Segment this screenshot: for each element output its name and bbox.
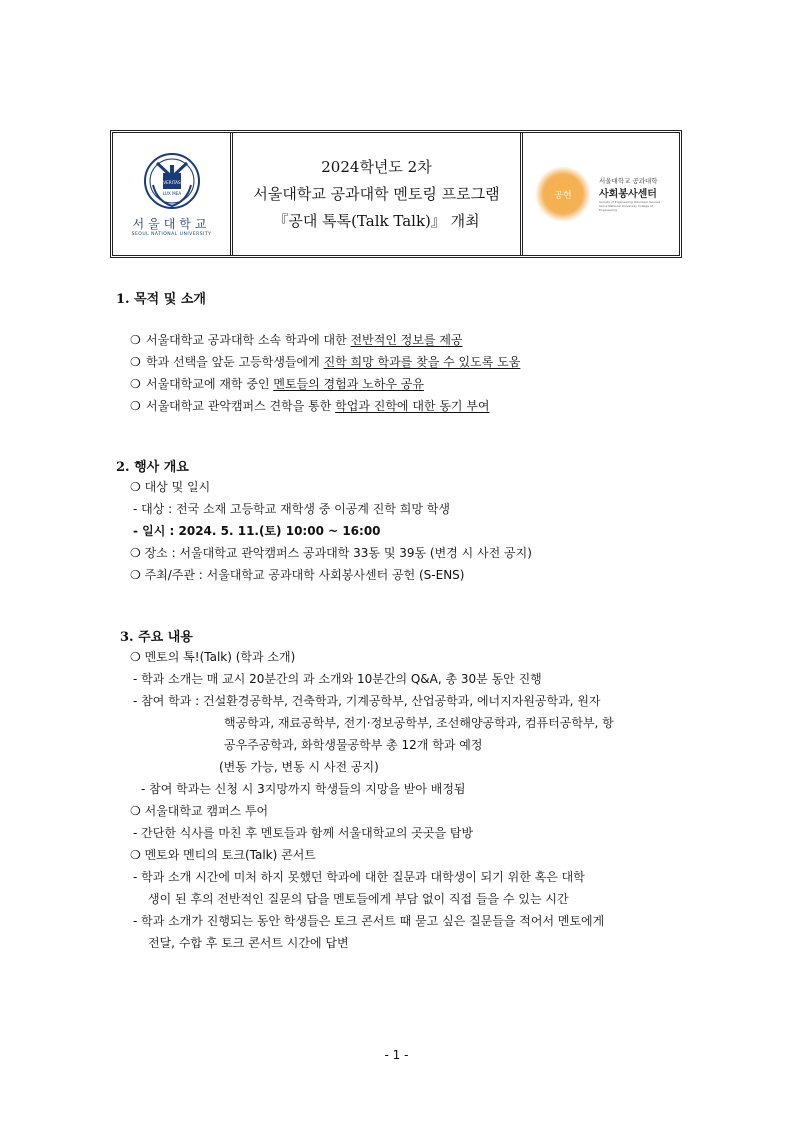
university-name-ko: 서울대학교 (132, 217, 211, 231)
section-1-heading: 1. 목적 및 소개 (116, 292, 206, 307)
service-center-en: Society of Engineering Volunteer Service Seoul National University College of Engineering (599, 200, 661, 212)
snu-logo-cell (113, 133, 233, 255)
service-center-text (599, 176, 669, 212)
content-line: - 참여 학과 : 건설환경공학부, 건축학과, 기계공학부, 산업공학과, 에너지자원공학과, 원자 (133, 694, 601, 708)
content-line: 핵공학과, 재료공학부, 전기·정보공학부, 조선해양공학과, 컴퓨터공학부, 항 (224, 716, 614, 730)
title-line-1: 2024학년도 2차 (321, 157, 432, 176)
title-line-2: 서울대학교 공과대학 멘토링 프로그램 (253, 184, 500, 203)
university-name-en: SEOUL NATIONAL UNIVERSITY (131, 232, 212, 237)
item-text: 학과 선택을 앞둔 고등학생들에게 (146, 355, 324, 369)
section-1-item (130, 375, 424, 392)
svg-text:공헌: 공헌 (554, 191, 572, 201)
circle-bullet-icon: ❍ (130, 333, 141, 347)
content-line: - 간단한 식사를 마친 후 멘토들과 함께 서울대학교의 곳곳을 탐방 (133, 826, 474, 840)
content-talk-concert: ❍ 멘토와 멘티의 토크(Talk) 콘서트 (130, 848, 316, 862)
section-2-heading: 2. 행사 개요 (116, 460, 189, 475)
title-line-3: 『공대 톡톡(Talk Talk)』 개최 (273, 211, 480, 230)
content-line: 전달, 수합 후 토크 콘서트 시간에 답변 (148, 936, 349, 950)
item-text: 서울대학교 관악캠퍼스 견학을 통한 (146, 399, 336, 413)
content-mentor-talk: ❍ 멘토의 톡!(Talk) (학과 소개) (130, 650, 296, 664)
event-date-value: 2024. 5. 11.(토) 10:00 ~ 16:00 (178, 524, 381, 538)
event-organizer: ❍ 주최/주관 : 서울대학교 공과대학 사회봉사센터 공헌 (S-ENS) (130, 568, 465, 582)
header-table (110, 130, 682, 258)
gongheon-mark-icon (533, 164, 593, 224)
item-text: 서울대학교에 재학 중인 (146, 377, 274, 391)
page-number: - 1 - (384, 1048, 409, 1062)
svg-text:LUX MEA: LUX MEA (162, 191, 181, 196)
content-line: 공우주공학과, 화학생물공학부 총 12개 학과 예정 (224, 738, 483, 752)
service-center-line-2: 사회봉사센터 (599, 189, 657, 200)
content-line: - 학과 소개는 매 교시 20분간의 과 소개와 10분간의 Q&A, 총 30분 동안 진행 (133, 672, 542, 686)
item-emphasis: 멘토들의 경험과 노하우 공유 (273, 377, 424, 391)
service-center-line-1: 서울대학교 공과대학 (599, 177, 658, 185)
item-emphasis: 전반적인 정보를 제공 (350, 333, 463, 347)
event-target-and-date: ❍ 대상 및 일시 (130, 480, 211, 494)
content-line: - 학과 소개 시간에 미처 하지 못했던 학과에 대한 질문과 대학생이 되기 위한 혹은 대학 (133, 870, 585, 884)
content-campus-tour: ❍ 서울대학교 캠퍼스 투어 (130, 804, 269, 818)
content-line: - 참여 학과는 신청 시 3지망까지 학생들의 지망을 받아 배정됨 (141, 782, 466, 796)
content-line: - 학과 소개가 진행되는 동안 학생들은 토크 콘서트 때 묻고 싶은 질문들을 적어서 멘토에게 (133, 914, 605, 928)
event-location: ❍ 장소 : 서울대학교 관악캠퍼스 공과대학 33동 및 39동 (변경 시 사전 공지) (130, 546, 532, 560)
service-center-logo-cell (523, 133, 679, 255)
event-date-label: - 일시 : (133, 524, 179, 538)
circle-bullet-icon: ❍ (130, 355, 141, 369)
content-line: 생이 된 후의 전반적인 질문의 답을 멘토들에게 부담 없이 직접 들을 수 있는 시간 (148, 892, 569, 906)
circle-bullet-icon: ❍ (130, 399, 141, 413)
item-text: 서울대학교 공과대학 소속 학과에 대한 (146, 333, 351, 347)
item-emphasis: 학업과 진학에 대한 동기 부여 (335, 399, 490, 413)
section-1-item (130, 331, 463, 348)
content-line: (변동 가능, 변동 시 사전 공지) (219, 760, 379, 774)
snu-emblem-icon (143, 151, 201, 213)
section-1-item (130, 397, 490, 414)
svg-text:VERITAS: VERITAS (162, 180, 181, 185)
section-3-heading: 3. 주요 내용 (120, 630, 193, 645)
section-1-item (130, 353, 520, 370)
event-target: - 대상 : 전국 소재 고등학교 재학생 중 이공계 진학 희망 학생 (133, 502, 450, 516)
item-emphasis: 진학 희망 학과를 찾을 수 있도록 도움 (323, 355, 521, 369)
title-cell (233, 133, 523, 255)
event-date (133, 522, 381, 539)
circle-bullet-icon: ❍ (130, 377, 141, 391)
